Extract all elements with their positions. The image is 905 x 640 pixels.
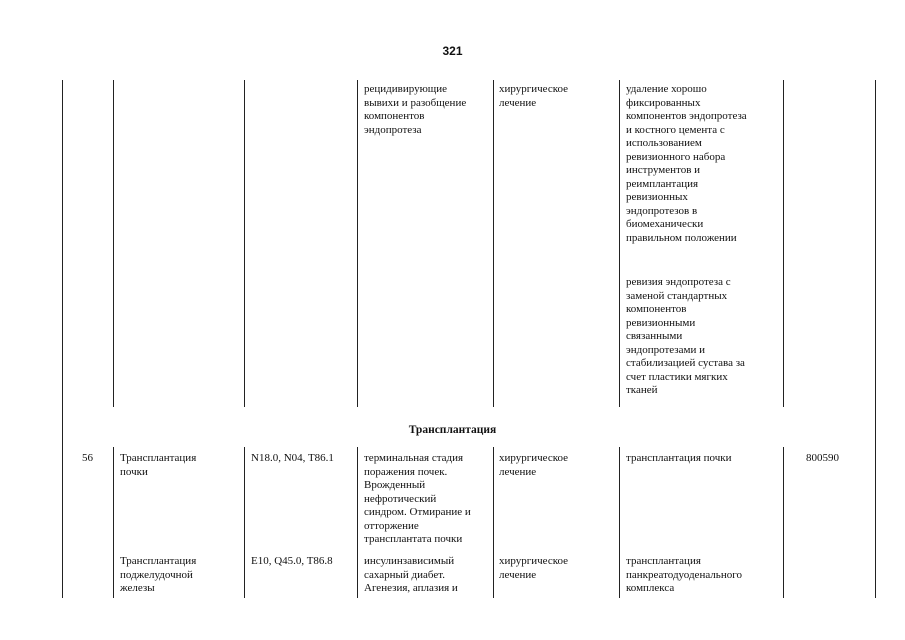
row-56-method: трансплантация почки [626, 452, 732, 464]
page-number: 321 [442, 44, 463, 58]
continuation-method-2: ревизия эндопротеза с заменой стандартных компонентов ревизионными связанными эндопротезами и стабилизацией сустава за счет пластики мягких тканей [626, 276, 745, 396]
column-divider-1-lower [113, 447, 114, 598]
table-border-left [62, 80, 63, 598]
section-heading: Трансплантация [408, 424, 497, 436]
row-56-condition: терминальная стадия поражения почек. Врожденный нефротический синдром. Отмирание и отторжение трансплантата почки [364, 452, 471, 545]
continuation-condition: рецидивирующие вывихи и разобщение компонентов эндопротеза [364, 83, 467, 136]
column-divider-3-lower [357, 447, 358, 598]
pancreas-condition: инсулинзависимый сахарный диабет. Агенезия, аплазия и [364, 555, 458, 594]
continuation-method-1: удаление хорошо фиксированных компонентов эндопротеза и костного цемента с использованием ревизионного набора инструментов и реимплантация ревизионных эндопротезов в биомеханически правильном положении [626, 83, 747, 244]
column-divider-5-lower [619, 447, 620, 598]
column-divider-2-lower [244, 447, 245, 598]
column-divider-2 [244, 80, 245, 407]
row-56-treatment-type: хирургическое лечение [499, 452, 569, 478]
column-divider-4-lower [493, 447, 494, 598]
pancreas-name: Трансплантация поджелудочной железы [120, 555, 197, 594]
pancreas-treatment-type: хирургическое лечение [499, 555, 569, 581]
column-divider-6-lower [783, 447, 784, 598]
column-divider-5 [619, 80, 620, 407]
row-56-name: Трансплантация почки [120, 452, 197, 478]
column-divider-3 [357, 80, 358, 407]
column-divider-6 [783, 80, 784, 407]
pancreas-method: трансплантация панкреатодуоденального комплекса [626, 555, 742, 594]
table-border-right [875, 80, 876, 598]
pancreas-codes: E10, Q45.0, T86.8 [251, 555, 333, 567]
continuation-treatment-type: хирургическое лечение [499, 83, 569, 109]
row-56-cost: 800590 [806, 452, 839, 464]
column-divider-1 [113, 80, 114, 407]
column-divider-4 [493, 80, 494, 407]
row-56-codes: N18.0, N04, T86.1 [251, 452, 334, 464]
row-56-number: 56 [82, 452, 93, 464]
